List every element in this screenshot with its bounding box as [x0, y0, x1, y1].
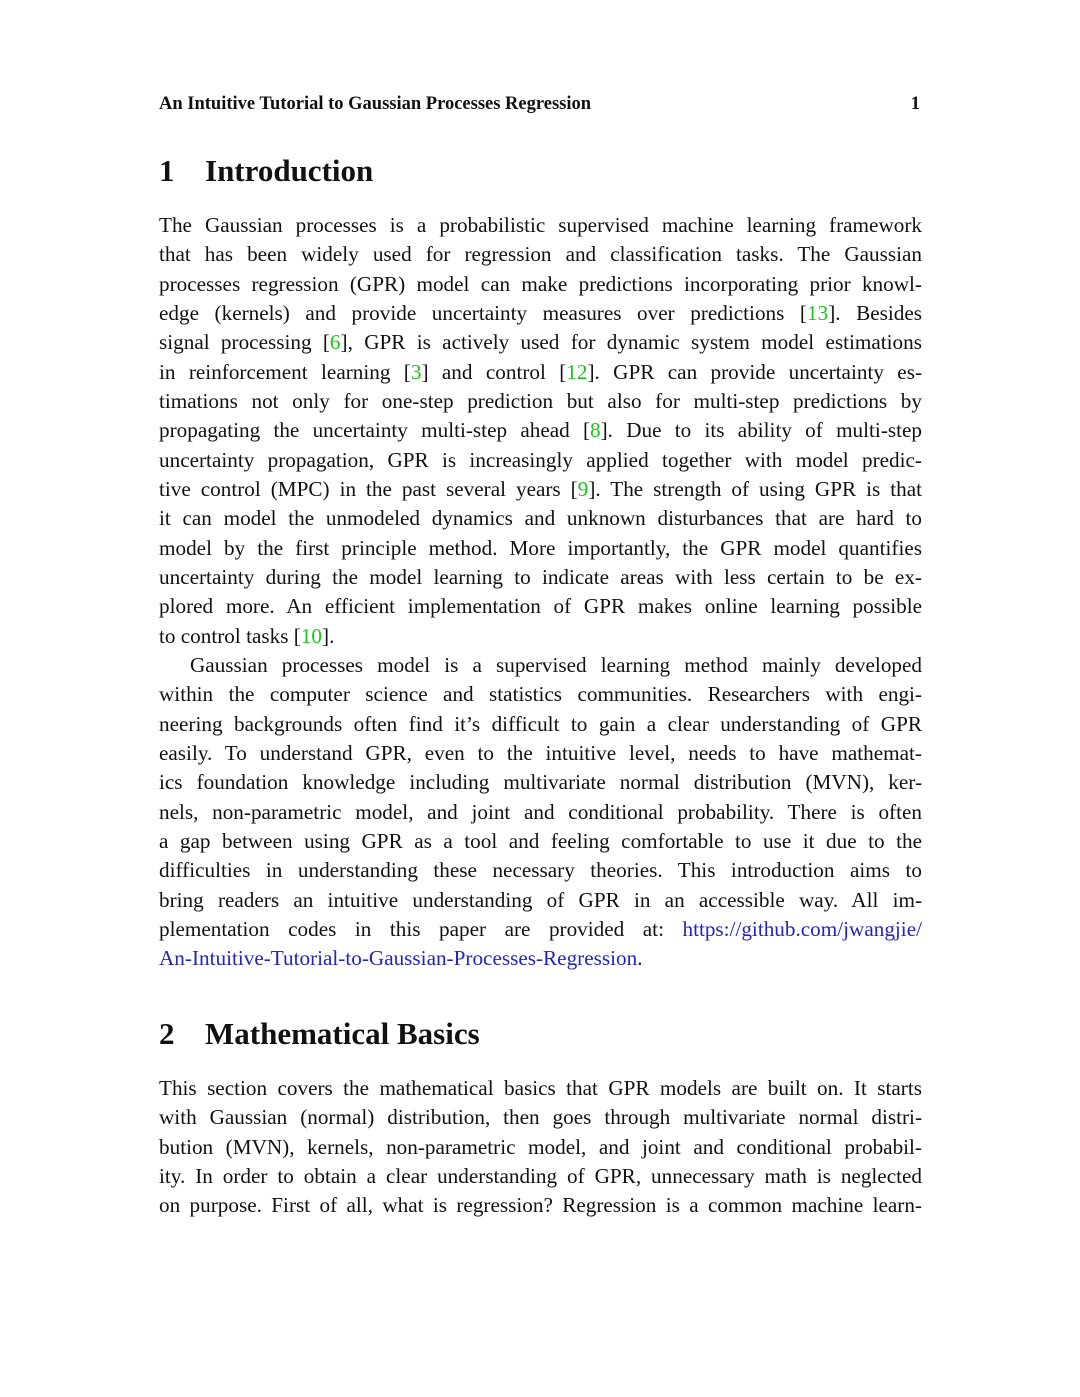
text-segment: ]. Besides [828, 301, 923, 326]
text-segment: ]. Due to its ability of multi-step [600, 418, 922, 443]
text-segment: ] and control [ [421, 359, 567, 384]
text-line: plored more. An efficient implementation of GPR makes online learning possible [159, 594, 922, 619]
citation-link[interactable]: 6 [329, 330, 341, 355]
text-line: The Gaussian processes is a probabilistic supervised machine learning framework [159, 213, 922, 237]
text-segment: propagating the uncertainty multi-step ahead [ [159, 418, 591, 443]
text-line [159, 328, 922, 357]
text-line [159, 475, 922, 504]
section-heading-mathematical-basics [159, 1015, 480, 1053]
paragraph-math-basics-1 [159, 1074, 922, 1221]
text-line: bution (MVN), kernels, non-parametric model, and joint and conditional probabil- [159, 1134, 922, 1159]
text-segment: ]. GPR can provide uncertainty es- [587, 359, 922, 384]
text-segment: ]. [322, 623, 335, 648]
text-line [159, 416, 922, 445]
running-header [159, 92, 922, 116]
text-line: difficulties in understanding these necessary theories. This introduction aims to [159, 858, 922, 883]
text-segment: in reinforcement learning [ [159, 359, 411, 384]
page-number: 1 [910, 94, 920, 114]
citation-link[interactable]: 10 [300, 623, 323, 648]
text-line: processes regression (GPR) model can make predictions incorporating prior knowl- [159, 271, 922, 296]
text-line [159, 299, 922, 328]
github-url-link[interactable]: https://github.com/jwangjie/ [682, 917, 922, 942]
text-line [159, 358, 922, 387]
section-number: 1 [159, 153, 175, 188]
text-line: timations not only for one-step prediction but also for multi-step predictions by [159, 389, 922, 414]
text-line: easily. To understand GPR, even to the intuitive level, needs to have mathemat- [159, 741, 922, 766]
citation-link[interactable]: 3 [410, 359, 422, 384]
text-line: ity. In order to obtain a clear understanding of GPR, unnecessary math is neglected [159, 1164, 922, 1189]
text-segment: signal processing [ [159, 330, 330, 355]
citation-link[interactable]: 9 [577, 477, 589, 502]
text-line: model by the first principle method. More importantly, the GPR model quantifies [159, 535, 922, 560]
section-number: 2 [159, 1016, 175, 1051]
text-line: nels, non-parametric model, and joint and conditional probability. There is often [159, 799, 922, 824]
citation-link[interactable]: 13 [807, 301, 829, 326]
text-line: ics foundation knowledge including multivariate normal distribution (MVN), ker- [159, 770, 922, 795]
text-line [159, 915, 922, 944]
running-title: An Intuitive Tutorial to Gaussian Processes Regression [159, 94, 592, 114]
text-line: neering backgrounds often find it’s difficult to gain a clear understanding of GPR [159, 711, 922, 736]
text-segment: ]. The strength of using GPR is that [588, 477, 922, 502]
text-line: uncertainty propagation, GPR is increasingly applied together with model predic- [159, 447, 922, 472]
text-line: within the computer science and statistics communities. Researchers with engi- [159, 682, 922, 707]
github-url-link-continued[interactable]: An-Intuitive-Tutorial-to-Gaussian-Processes-Regression [159, 946, 638, 971]
citation-link[interactable]: 12 [566, 359, 588, 384]
text-segment: to control tasks [ [159, 623, 301, 648]
text-line: on purpose. First of all, what is regression? Regression is a common machine learn- [159, 1193, 922, 1218]
text-segment: ], GPR is actively used for dynamic system model estimations [340, 330, 922, 355]
text-line: uncertainty during the model learning to indicate areas with less certain to be ex- [159, 565, 922, 590]
text-segment: . [637, 946, 643, 971]
section-title: Introduction [205, 153, 374, 188]
citation-link[interactable]: 8 [590, 418, 601, 443]
text-line [159, 944, 922, 973]
text-line: Gaussian processes model is a supervised learning method mainly developed [190, 653, 922, 677]
text-segment: tive control (MPC) in the past several years [ [159, 477, 578, 502]
text-segment: edge (kernels) and provide uncertainty measures over predictions [ [159, 301, 807, 326]
section-title: Mathematical Basics [205, 1016, 480, 1051]
section-heading-introduction [159, 152, 373, 190]
text-line: it can model the unmodeled dynamics and unknown disturbances that are hard to [159, 506, 922, 531]
text-segment: plementation codes in this paper are provided at: [159, 917, 683, 942]
paragraph-intro-2 [159, 651, 922, 974]
text-line: bring readers an intuitive understanding of GPR in an accessible way. All im- [159, 887, 922, 912]
text-line: a gap between using GPR as a tool and feeling comfortable to use it due to the [159, 829, 922, 854]
text-line: with Gaussian (normal) distribution, then goes through multivariate normal distri- [159, 1105, 922, 1130]
text-line: that has been widely used for regression and classification tasks. The Gaussian [159, 242, 922, 267]
paragraph-intro-1 [159, 211, 922, 651]
text-line: This section covers the mathematical basics that GPR models are built on. It starts [159, 1076, 922, 1100]
text-line [159, 622, 922, 651]
